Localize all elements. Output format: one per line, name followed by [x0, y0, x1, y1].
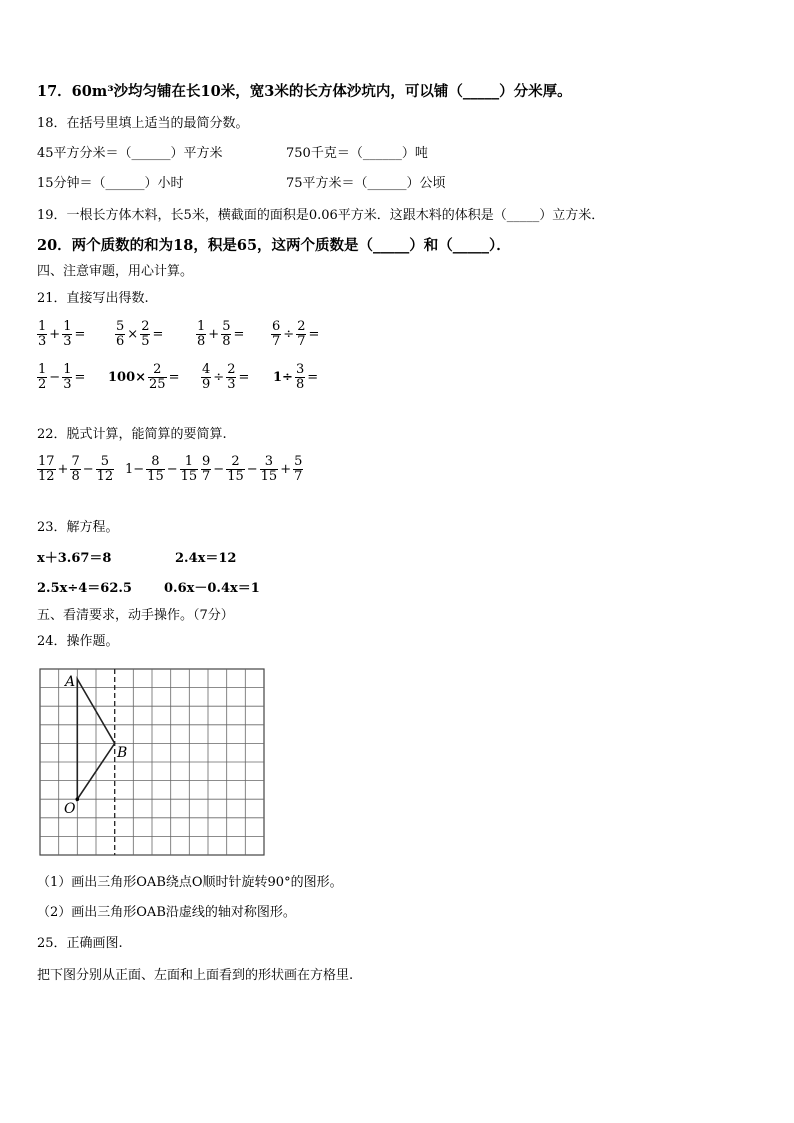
calc-item: $\frac{6}{7}$ ÷ $\frac{2}{7}$ =	[272, 319, 320, 349]
question-18-item-c: 15分钟＝（______）小时	[37, 176, 184, 191]
question-25-title: 25．正确画图.	[37, 936, 123, 951]
fraction: $\frac{3}{15}$	[260, 454, 278, 484]
fraction: $\frac{1}{8}$	[197, 319, 206, 349]
question-25-text: 把下图分别从正面、左面和上面看到的形状画在方格里.	[37, 968, 354, 983]
fraction: $\frac{9}{7}$	[202, 454, 211, 484]
fraction: $\frac{6}{7}$	[272, 319, 281, 349]
fraction: $\frac{17}{12}$	[38, 454, 55, 484]
fraction: $\frac{3}{8}$	[295, 362, 305, 392]
question-24-sub-1: （1）画出三角形OAB绕点O顺时针旋转90°的图形。	[37, 875, 343, 890]
label-a: A	[65, 674, 76, 690]
fraction: $\frac{2}{5}$	[141, 319, 150, 349]
label-o: O	[64, 801, 76, 817]
question-17: 17．60m³沙均匀铺在长10米，宽3米的长方体沙坑内，可以铺（_____）分米厚。	[37, 83, 572, 100]
question-18-item-b: 750千克＝（______）吨	[286, 146, 428, 161]
equation-3: 2.5x÷4＝62.5	[37, 581, 132, 596]
calc-item: $\frac{1}{2}$ − $\frac{1}{3}$ =	[38, 362, 86, 392]
grid-figure	[38, 667, 268, 859]
question-20: 20．两个质数的和为18，积是65，这两个质数是（_____）和（_____）．	[37, 237, 511, 254]
fraction: $\frac{5}{6}$	[116, 319, 125, 349]
fraction: $\frac{5}{8}$	[222, 319, 231, 349]
question-21-title: 21．直接写出得数.	[37, 291, 149, 306]
fraction: $\frac{5}{12}$	[96, 454, 114, 484]
fraction: $\frac{2}{7}$	[297, 319, 306, 349]
fraction: $\frac{8}{15}$	[147, 454, 164, 484]
section-4-heading: 四、注意审题，用心计算。	[37, 264, 194, 279]
question-23-title: 23．解方程。	[37, 520, 119, 535]
calc-item: $\frac{4}{9}$ ÷ $\frac{2}{3}$ =	[202, 362, 250, 392]
equation-2: 2.4x＝12	[175, 551, 237, 566]
expression-2: 1− $\frac{8}{15}$ − $\frac{1}{15}$	[125, 454, 198, 484]
question-18-title: 18．在括号里填上适当的最简分数。	[37, 116, 249, 131]
fraction: $\frac{1}{2}$	[38, 362, 47, 392]
fraction: $\frac{4}{9}$	[202, 362, 211, 392]
label-b: B	[117, 745, 128, 761]
fraction: $\frac{1}{3}$	[63, 362, 72, 392]
fraction: $\frac{2}{3}$	[227, 362, 236, 392]
question-24-sub-2: （2）画出三角形OAB沿虚线的轴对称图形。	[37, 905, 296, 920]
equation-4: 0.6x－0.4x＝1	[164, 581, 260, 596]
calc-item: $\frac{5}{6}$ × $\frac{2}{5}$ =	[116, 319, 164, 349]
fraction: $\frac{5}{7}$	[294, 454, 303, 484]
grid-lines	[40, 669, 264, 855]
question-18-item-d: 75平方米＝（______）公顷	[286, 176, 446, 191]
fraction: $\frac{1}{15}$	[180, 454, 198, 484]
calc-item: $\frac{1}{3}$ + $\frac{1}{3}$ =	[38, 319, 86, 349]
question-22-title: 22．脱式计算，能简算的要简算.	[37, 427, 227, 442]
fraction: $\frac{1}{3}$	[38, 319, 47, 349]
question-24-title: 24．操作题。	[37, 634, 119, 649]
question-18-item-a: 45平方分米＝（______）平方米	[37, 146, 223, 161]
equation-1: x＋3.67＝8	[37, 551, 112, 566]
expression-1: $\frac{17}{12}$ + $\frac{7}{8}$ − $\frac{5}{12}$	[38, 454, 114, 484]
calc-item: $\frac{1}{8}$ + $\frac{5}{8}$ =	[197, 319, 245, 349]
fraction: $\frac{7}{8}$	[71, 454, 80, 484]
expression-3: $\frac{9}{7}$ − $\frac{2}{15}$ − $\frac{3}{15}$ + $\frac{5}{7}$	[202, 454, 303, 484]
fraction: $\frac{2}{25}$	[149, 362, 166, 392]
fraction: $\frac{1}{3}$	[63, 319, 72, 349]
question-19: 19．一根长方体木料，长5米，横截面的面积是0.06平方米．这跟木料的体积是（_____）立方米．	[37, 208, 605, 223]
fraction: $\frac{2}{15}$	[227, 454, 244, 484]
calc-item: 1÷ $\frac{3}{8}$ =	[273, 362, 319, 392]
section-5-heading: 五、看清要求，动手操作。（7分）	[37, 608, 234, 623]
calc-item: 100× $\frac{2}{25}$ =	[108, 362, 180, 392]
point-o	[76, 797, 80, 801]
